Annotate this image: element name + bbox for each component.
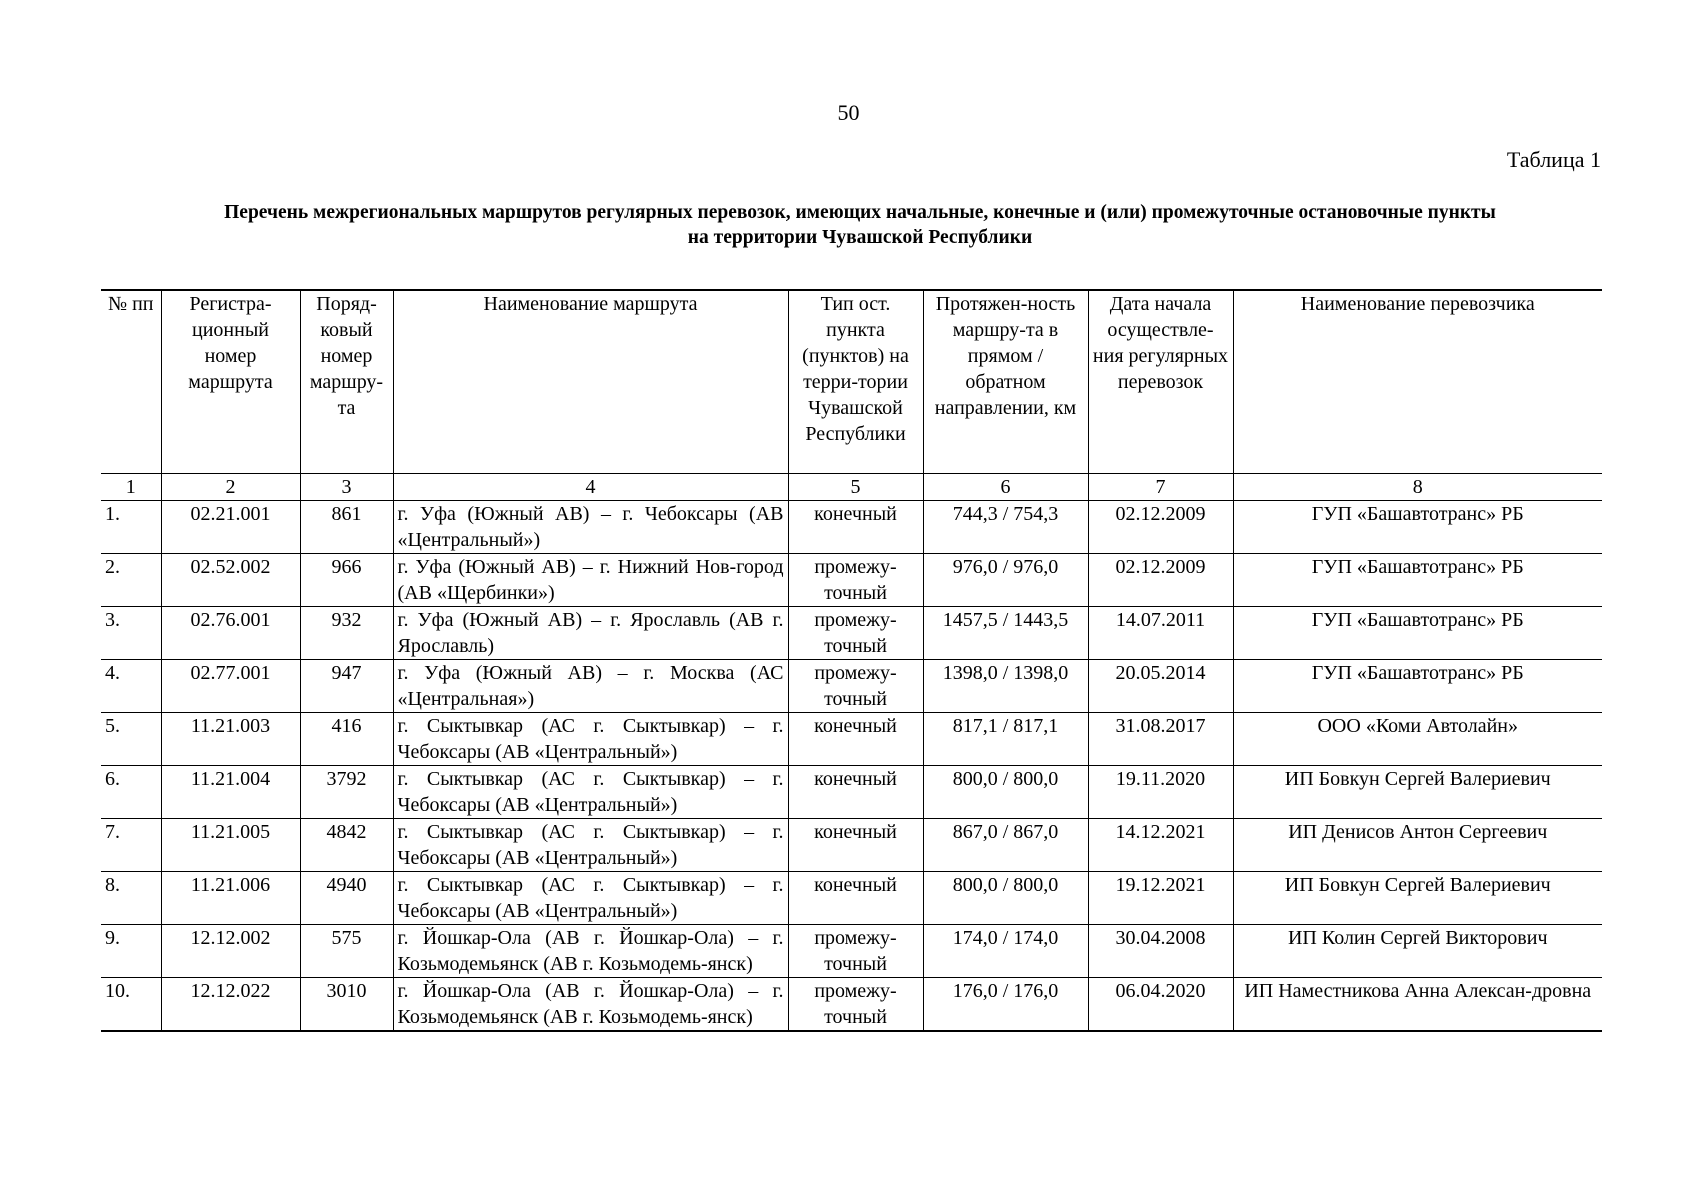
route-name-cell: г. Сыктывкар (АС г. Сыктывкар) – г. Чебоксары (АВ «Центральный»)	[393, 872, 788, 925]
carrier-cell: ИП Бовкун Сергей Валериевич	[1233, 766, 1602, 819]
column-number: 1	[101, 474, 161, 501]
row-number-cell: 3.	[101, 607, 161, 660]
length-cell: 1457,5 / 1443,5	[923, 607, 1088, 660]
table-row	[101, 660, 1602, 713]
carrier-cell: ИП Колин Сергей Викторович	[1233, 925, 1602, 978]
carrier-cell: ИП Бовкун Сергей Валериевич	[1233, 872, 1602, 925]
carrier-cell: ИП Наместникова Анна Алексан-дровна	[1233, 978, 1602, 1032]
table-body	[101, 290, 1602, 1031]
order-number-cell: 4940	[300, 872, 393, 925]
length-cell: 867,0 / 867,0	[923, 819, 1088, 872]
row-number-cell: 4.	[101, 660, 161, 713]
table-row	[101, 501, 1602, 554]
carrier-cell: ГУП «Башавтотранс» РБ	[1233, 660, 1602, 713]
route-name-cell: г. Сыктывкар (АС г. Сыктывкар) – г. Чебоксары (АВ «Центральный»)	[393, 766, 788, 819]
route-name-cell: г. Уфа (Южный АВ) – г. Москва (АС «Центральная»)	[393, 660, 788, 713]
column-number: 5	[788, 474, 923, 501]
order-number-cell: 861	[300, 501, 393, 554]
column-number: 7	[1088, 474, 1233, 501]
length-cell: 744,3 / 754,3	[923, 501, 1088, 554]
row-number-cell: 8.	[101, 872, 161, 925]
route-name-cell: г. Йошкар-Ола (АВ г. Йошкар-Ола) – г. Козьмодемьянск (АВ г. Козьмодемь-янск)	[393, 978, 788, 1032]
row-number-cell: 2.	[101, 554, 161, 607]
order-number-cell: 3792	[300, 766, 393, 819]
stop-type-cell: конечный	[788, 819, 923, 872]
header-cell-order-number: Поряд-ковый номер маршру-та	[300, 290, 393, 474]
route-name-cell: г. Уфа (Южный АВ) – г. Чебоксары (АВ «Центральный»)	[393, 501, 788, 554]
reg-number-cell: 11.21.004	[161, 766, 300, 819]
column-number: 2	[161, 474, 300, 501]
start-date-cell: 14.07.2011	[1088, 607, 1233, 660]
reg-number-cell: 12.12.022	[161, 978, 300, 1032]
start-date-cell: 31.08.2017	[1088, 713, 1233, 766]
length-cell: 800,0 / 800,0	[923, 766, 1088, 819]
stop-type-cell: промежу-точный	[788, 607, 923, 660]
routes-table	[101, 289, 1602, 1032]
order-number-cell: 932	[300, 607, 393, 660]
header-cell-route-name: Наименование маршрута	[393, 290, 788, 474]
order-number-cell: 4842	[300, 819, 393, 872]
order-number-cell: 966	[300, 554, 393, 607]
row-number-cell: 7.	[101, 819, 161, 872]
length-cell: 976,0 / 976,0	[923, 554, 1088, 607]
row-number-cell: 10.	[101, 978, 161, 1032]
stop-type-cell: конечный	[788, 766, 923, 819]
reg-number-cell: 11.21.006	[161, 872, 300, 925]
table-row	[101, 978, 1602, 1032]
stop-type-cell: промежу-точный	[788, 978, 923, 1032]
table-row	[101, 766, 1602, 819]
header-cell-start-date: Дата начала осуществле-ния регулярных перевозок	[1088, 290, 1233, 474]
reg-number-cell: 11.21.003	[161, 713, 300, 766]
header-cell-length: Протяжен-ность маршру-та в прямом / обратном направлении, км	[923, 290, 1088, 474]
reg-number-cell: 02.21.001	[161, 501, 300, 554]
start-date-cell: 19.11.2020	[1088, 766, 1233, 819]
page-number: 50	[837, 100, 860, 125]
row-number-cell: 9.	[101, 925, 161, 978]
start-date-cell: 02.12.2009	[1088, 554, 1233, 607]
stop-type-cell: промежу-точный	[788, 660, 923, 713]
order-number-cell: 3010	[300, 978, 393, 1032]
stop-type-cell: промежу-точный	[788, 925, 923, 978]
length-cell: 1398,0 / 1398,0	[923, 660, 1088, 713]
start-date-cell: 20.05.2014	[1088, 660, 1233, 713]
header-row	[101, 290, 1602, 474]
header-cell-stop-type: Тип ост. пункта (пунктов) на терри-тории Чувашской Республики	[788, 290, 923, 474]
start-date-cell: 02.12.2009	[1088, 501, 1233, 554]
stop-type-cell: конечный	[788, 872, 923, 925]
table-row	[101, 554, 1602, 607]
start-date-cell: 19.12.2021	[1088, 872, 1233, 925]
table-row	[101, 872, 1602, 925]
start-date-cell: 06.04.2020	[1088, 978, 1233, 1032]
carrier-cell: ООО «Коми Автолайн»	[1233, 713, 1602, 766]
row-number-cell: 5.	[101, 713, 161, 766]
header-cell-no: № пп	[101, 290, 161, 474]
column-number: 4	[393, 474, 788, 501]
route-name-cell: г. Уфа (Южный АВ) – г. Нижний Нов-город (АВ «Щербинки»)	[393, 554, 788, 607]
column-number: 8	[1233, 474, 1602, 501]
reg-number-cell: 02.52.002	[161, 554, 300, 607]
header-cell-reg-number: Регистра-ционный номер маршрута	[161, 290, 300, 474]
table-row	[101, 607, 1602, 660]
start-date-cell: 14.12.2021	[1088, 819, 1233, 872]
column-number-row	[101, 474, 1602, 501]
carrier-cell: ИП Денисов Антон Сергеевич	[1233, 819, 1602, 872]
carrier-cell: ГУП «Башавтотранс» РБ	[1233, 554, 1602, 607]
row-number-cell: 1.	[101, 501, 161, 554]
reg-number-cell: 11.21.005	[161, 819, 300, 872]
length-cell: 800,0 / 800,0	[923, 872, 1088, 925]
route-name-cell: г. Уфа (Южный АВ) – г. Ярославль (АВ г. Ярославль)	[393, 607, 788, 660]
route-name-cell: г. Сыктывкар (АС г. Сыктывкар) – г. Чебоксары (АВ «Центральный»)	[393, 713, 788, 766]
carrier-cell: ГУП «Башавтотранс» РБ	[1233, 501, 1602, 554]
document-title	[110, 200, 1610, 250]
carrier-cell: ГУП «Башавтотранс» РБ	[1233, 607, 1602, 660]
table-row	[101, 925, 1602, 978]
reg-number-cell: 02.76.001	[161, 607, 300, 660]
column-number: 6	[923, 474, 1088, 501]
route-name-cell: г. Сыктывкар (АС г. Сыктывкар) – г. Чебоксары (АВ «Центральный»)	[393, 819, 788, 872]
table-row	[101, 713, 1602, 766]
reg-number-cell: 02.77.001	[161, 660, 300, 713]
route-name-cell: г. Йошкар-Ола (АВ г. Йошкар-Ола) – г. Козьмодемьянск (АВ г. Козьмодемь-янск)	[393, 925, 788, 978]
table-row	[101, 819, 1602, 872]
stop-type-cell: промежу-точный	[788, 554, 923, 607]
length-cell: 817,1 / 817,1	[923, 713, 1088, 766]
table-label: Таблица 1	[1506, 147, 1601, 172]
stop-type-cell: конечный	[788, 713, 923, 766]
title-line-1: Перечень межрегиональных маршрутов регулярных перевозок, имеющих начальные, конечные и (или) промежуточные остановочные пункты	[224, 202, 1496, 223]
column-number: 3	[300, 474, 393, 501]
title-line-2: на территории Чувашской Республики	[687, 227, 1033, 248]
header-cell-carrier: Наименование перевозчика	[1233, 290, 1602, 474]
start-date-cell: 30.04.2008	[1088, 925, 1233, 978]
stop-type-cell: конечный	[788, 501, 923, 554]
length-cell: 176,0 / 176,0	[923, 978, 1088, 1032]
order-number-cell: 947	[300, 660, 393, 713]
row-number-cell: 6.	[101, 766, 161, 819]
reg-number-cell: 12.12.002	[161, 925, 300, 978]
order-number-cell: 416	[300, 713, 393, 766]
order-number-cell: 575	[300, 925, 393, 978]
length-cell: 174,0 / 174,0	[923, 925, 1088, 978]
